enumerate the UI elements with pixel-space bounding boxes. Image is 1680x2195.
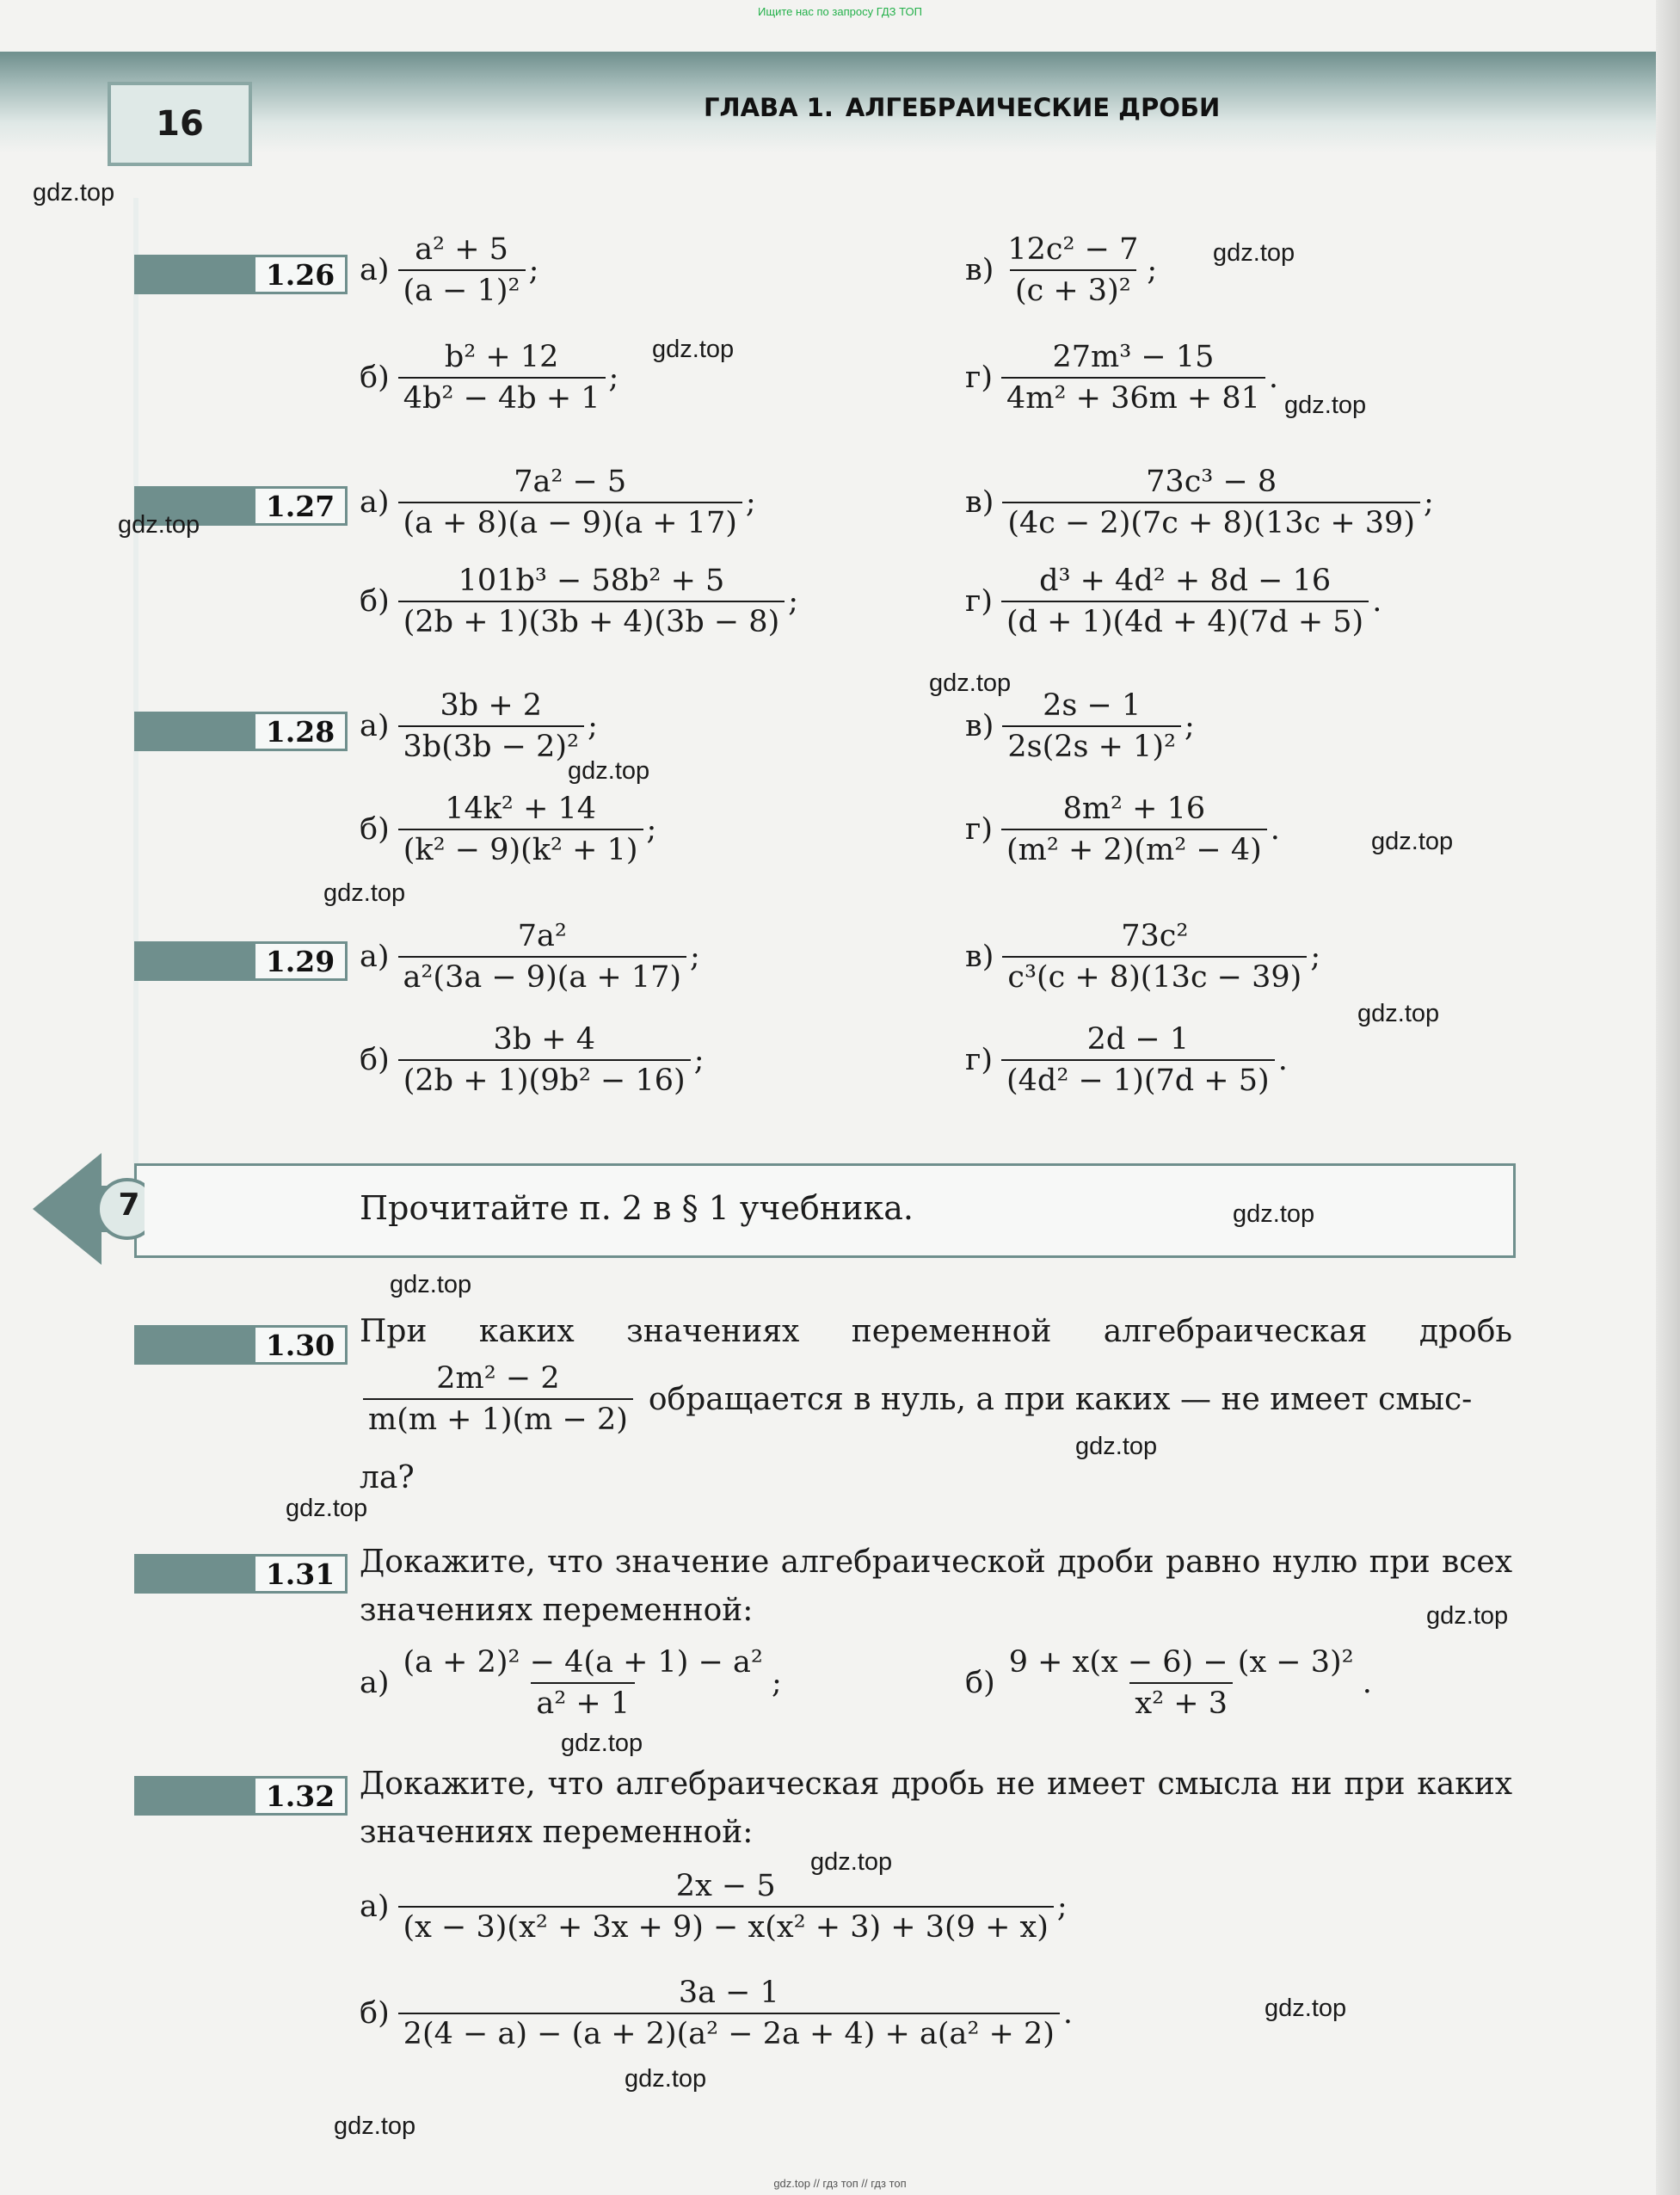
watermark: gdz.top xyxy=(323,879,406,907)
ex128-v: в) $\frac{2s - 1}{\text{2s(2s + 1)²}}$ ; xyxy=(965,688,1195,764)
ex129-v: в) $\frac{\text{73c²}}{\text{c³(c + 8)(13c − 39)}}$ ; xyxy=(965,919,1321,995)
watermark: gdz.top xyxy=(1284,392,1367,419)
watermark: gdz.top xyxy=(929,669,1012,697)
exercise-label xyxy=(134,1776,348,1816)
exercise-label xyxy=(134,1554,348,1594)
reading-instruction: Прочитайте п. 2 в § 1 учебника. xyxy=(360,1189,914,1227)
exercise-label xyxy=(134,712,348,751)
watermark: gdz.top xyxy=(286,1495,368,1522)
watermark: gdz.top xyxy=(33,179,115,207)
top-note: Ищите нас по запросу ГДЗ ТОП xyxy=(758,5,922,18)
watermark: gdz.top xyxy=(390,1271,472,1298)
ex126-g: г) $\frac{\text{27m³ − 15}}{\text{4m² + 36m + 81}}$ . xyxy=(965,340,1279,416)
exercise-label xyxy=(134,941,348,981)
watermark: gdz.top xyxy=(334,2112,416,2140)
chapter-heading xyxy=(704,93,1220,122)
ex128-b: б) $\frac{\text{14k² + 14}}{\text{(k² − 9)(k² + 1)}}$ ; xyxy=(360,792,657,867)
watermark: gdz.top xyxy=(1357,1000,1440,1027)
watermark: gdz.top xyxy=(1371,828,1454,855)
ex127-a: а) $\frac{\text{7a² − 5}}{(a + 8)(a - 9)(a + 17)}$ ; xyxy=(360,465,756,540)
ex130-line1: При каких значениях переменной алгебраическая дробь xyxy=(360,1314,1512,1349)
watermark: gdz.top xyxy=(1075,1433,1158,1460)
watermark: gdz.top xyxy=(1265,1995,1347,2022)
ex128-g: г) $\frac{\text{8m² + 16}}{\text{(m² + 2)(m² − 4)}}$ . xyxy=(965,792,1280,867)
ex131-text: Докажите, что значение алгебраической дроби равно нулю при всех значениях переменной: xyxy=(360,1545,1512,1628)
ex132-b: б) $\frac{3a - 1}{\text{2(4 − a) − (a + 2)(a² − 2a + 4) + a(a² + 2)}}$ . xyxy=(360,1976,1074,2051)
ex127-v: в) $\frac{\text{73c³ − 8}}{(4c - 2)(7c + 8)(13c + 39)}$ ; xyxy=(965,465,1434,540)
ex129-g: г) $\frac{2d - 1}{\text{(4d² − 1)(7d + 5)}}$ . xyxy=(965,1022,1288,1098)
ex126-b: б) $\frac{\text{b² + 12}}{\text{4b² − 4b + 1}}$ ; xyxy=(360,340,619,416)
watermark: gdz.top xyxy=(568,757,650,785)
exercise-number: 1.27 xyxy=(253,486,348,526)
watermark: gdz.top xyxy=(810,1848,893,1876)
page-edge xyxy=(1656,0,1680,2195)
watermark: gdz.top xyxy=(561,1729,643,1757)
exercise-number: 1.31 xyxy=(253,1554,348,1594)
watermark: gdz.top xyxy=(118,511,200,539)
ex127-b: б) $\frac{\text{101b³ − 58b² + 5}}{(2b + 1)(3b + 4)(3b - 8)}$ ; xyxy=(360,564,799,639)
page-number: 16 xyxy=(108,82,252,166)
ex130-line2: $\frac{\text{2m² − 2}}{m(m + 1)(m - 2)}$ обращается в нуль, а при каких — не имеет смыс- xyxy=(360,1361,1512,1437)
ex126-v: в) $\frac{\text{12c² − 7}}{\text{(c + 3)²}}$ ; xyxy=(965,232,1158,308)
watermark: gdz.top xyxy=(652,336,735,363)
watermark: gdz.top xyxy=(1213,239,1295,267)
marker-number: 7 xyxy=(118,1187,140,1223)
exercise-number: 1.30 xyxy=(253,1325,348,1365)
ex127-g: г) $\frac{\text{d³ + 4d² + 8d − 16}}{(d + 1)(4d + 4)(7d + 5)}$ . xyxy=(965,564,1382,639)
ex132-text: Докажите, что алгебраическая дробь не имеет смысла ни при каких значениях переменной: xyxy=(360,1766,1512,1850)
ex130-line3: ла? xyxy=(360,1460,415,1495)
ex128-a: а) $\frac{3b + 2}{\text{3b(3b − 2)²}}$ ; xyxy=(360,688,598,764)
bottom-note: gdz.top // гдз топ // гдз топ xyxy=(773,2177,907,2190)
ex126-a: а) $\frac{\text{a² + 5}}{\text{(a − 1)²}}$ ; xyxy=(360,232,539,308)
chapter-title: АЛГЕБРАИЧЕСКИЕ ДРОБИ xyxy=(845,93,1221,122)
watermark: gdz.top xyxy=(625,2065,707,2093)
exercise-label xyxy=(134,255,348,294)
chapter-label: ГЛАВА 1. xyxy=(704,93,834,122)
side-rail xyxy=(133,198,164,1210)
exercise-number: 1.28 xyxy=(253,712,348,751)
ex129-b: б) $\frac{3b + 4}{\text{(2b + 1)(9b² − 16)}}$ ; xyxy=(360,1022,705,1098)
exercise-number: 1.26 xyxy=(253,255,348,294)
watermark: gdz.top xyxy=(1233,1200,1315,1228)
exercise-label xyxy=(134,1325,348,1365)
ex132-a: а) $\frac{2x - 5}{\text{(x − 3)(x² + 3x + 9) − x(x² + 3) + 3(9 + x)}}$ ; xyxy=(360,1869,1068,1945)
exercise-number: 1.32 xyxy=(253,1776,348,1816)
exercise-number: 1.29 xyxy=(253,941,348,981)
ex131-a: а) $\frac{\text{(a + 2)² − 4(a + 1) − a²}}{\text{a² + 1}}$ ; xyxy=(360,1645,782,1721)
ex129-a: а) $\frac{\text{7a²}}{\text{a²(3a − 9)(a + 17)}}$ ; xyxy=(360,919,700,995)
ex131-b: б) $\frac{\text{9 + x(x − 6) − (x − 3)²}}{\text{x² + 3}}$ . xyxy=(965,1645,1372,1721)
watermark: gdz.top xyxy=(1426,1602,1509,1630)
